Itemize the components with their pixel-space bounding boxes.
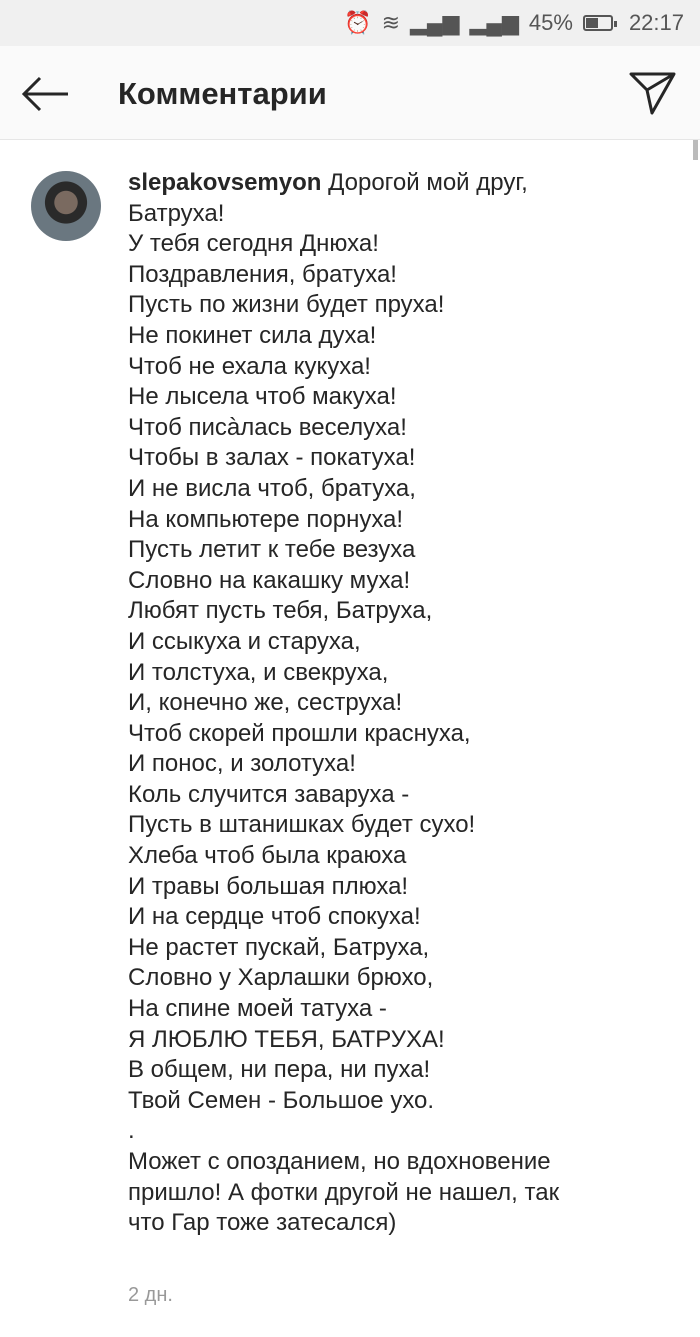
comment-line: Твой Семен - Большое ухо. bbox=[128, 1086, 435, 1114]
alarm-icon: ⏰ bbox=[344, 10, 372, 35]
comment-line: Чтоб скорей прошли краснуха, bbox=[128, 719, 471, 747]
comment-line: Не покинет сила духа! bbox=[128, 321, 377, 349]
back-arrow-icon[interactable] bbox=[20, 74, 72, 114]
comment-line: что Гар тоже затесался) bbox=[128, 1209, 397, 1237]
comment-line: Чтоб писàлась веселуха! bbox=[128, 413, 407, 441]
comment-line: . bbox=[128, 1117, 135, 1145]
comment-line: Не лысела чтоб макуха! bbox=[128, 383, 397, 411]
comment-line: Хлеба чтоб была краюха bbox=[128, 842, 407, 870]
comment-line: Не растет пускай, Батруха, bbox=[128, 933, 430, 961]
comment-body bbox=[128, 168, 688, 1239]
comment-line: И, конечно же, сеструха! bbox=[128, 689, 403, 717]
comment-line: Пусть в штанишках будет сухо! bbox=[128, 811, 476, 839]
comment-line: В общем, ни пера, ни пуха! bbox=[128, 1056, 431, 1084]
comment-line: И на сердце чтоб спокуха! bbox=[128, 903, 421, 931]
comment-line: Пусть по жизни будет пруха! bbox=[128, 291, 445, 319]
signal-icon: ▂▄▆ bbox=[410, 10, 460, 35]
comment-line: Словно на какашку муха! bbox=[128, 566, 411, 594]
comment-line: И ссыкуха и старуха, bbox=[128, 627, 361, 655]
avatar[interactable] bbox=[31, 171, 101, 241]
comment-line: И понос, и золотуха! bbox=[128, 750, 356, 778]
comment-line: Дорогой мой друг, bbox=[328, 169, 528, 196]
header bbox=[0, 46, 700, 140]
comment-line: Батруха! bbox=[128, 199, 225, 227]
battery-percent: 45% bbox=[528, 10, 573, 35]
comment-line: Любят пусть тебя, Батруха, bbox=[128, 597, 433, 625]
signal-icon-2: ▂▄▆ bbox=[469, 10, 519, 35]
comment-line: Пусть летит к тебе везуха bbox=[128, 536, 416, 564]
wifi-icon: ≋ bbox=[381, 10, 401, 35]
comment-line: Поздравления, братуха! bbox=[128, 260, 397, 288]
page-title: Комментарии bbox=[118, 76, 327, 111]
comment-line: Я ЛЮБЛЮ ТЕБЯ, БАТРУХА! bbox=[128, 1025, 445, 1053]
comment-line: Коль случится заваруха - bbox=[128, 780, 410, 808]
scrollbar[interactable] bbox=[693, 140, 698, 160]
battery-icon bbox=[583, 15, 613, 31]
comment-line: На компьютере порнуха! bbox=[128, 505, 404, 533]
comment-line: Словно у Харлашки брюхо, bbox=[128, 964, 434, 992]
username-link[interactable]: slepakovsemyon bbox=[128, 169, 322, 196]
comment-line: пришло! А фотки другой не нашел, так bbox=[128, 1178, 560, 1206]
comment-line: И травы большая плюха! bbox=[128, 872, 409, 900]
comment-line: На спине моей татуха - bbox=[128, 995, 387, 1023]
comment-timestamp: 2 дн. bbox=[128, 1284, 173, 1306]
clock: 22:17 bbox=[628, 10, 684, 35]
comment-line: У тебя сегодня Днюха! bbox=[128, 230, 379, 258]
status-bar bbox=[0, 0, 700, 46]
comment-line: И не висла чтоб, братуха, bbox=[128, 474, 416, 502]
comment-line: Чтобы в залах - покатуха! bbox=[128, 444, 416, 472]
comment-line: Чтоб не ехала кукуха! bbox=[128, 352, 371, 380]
comment-line: И толстуха, и свекруха, bbox=[128, 658, 389, 686]
comment-line: Может с опозданием, но вдохновение bbox=[128, 1148, 551, 1175]
send-icon[interactable] bbox=[628, 70, 678, 116]
